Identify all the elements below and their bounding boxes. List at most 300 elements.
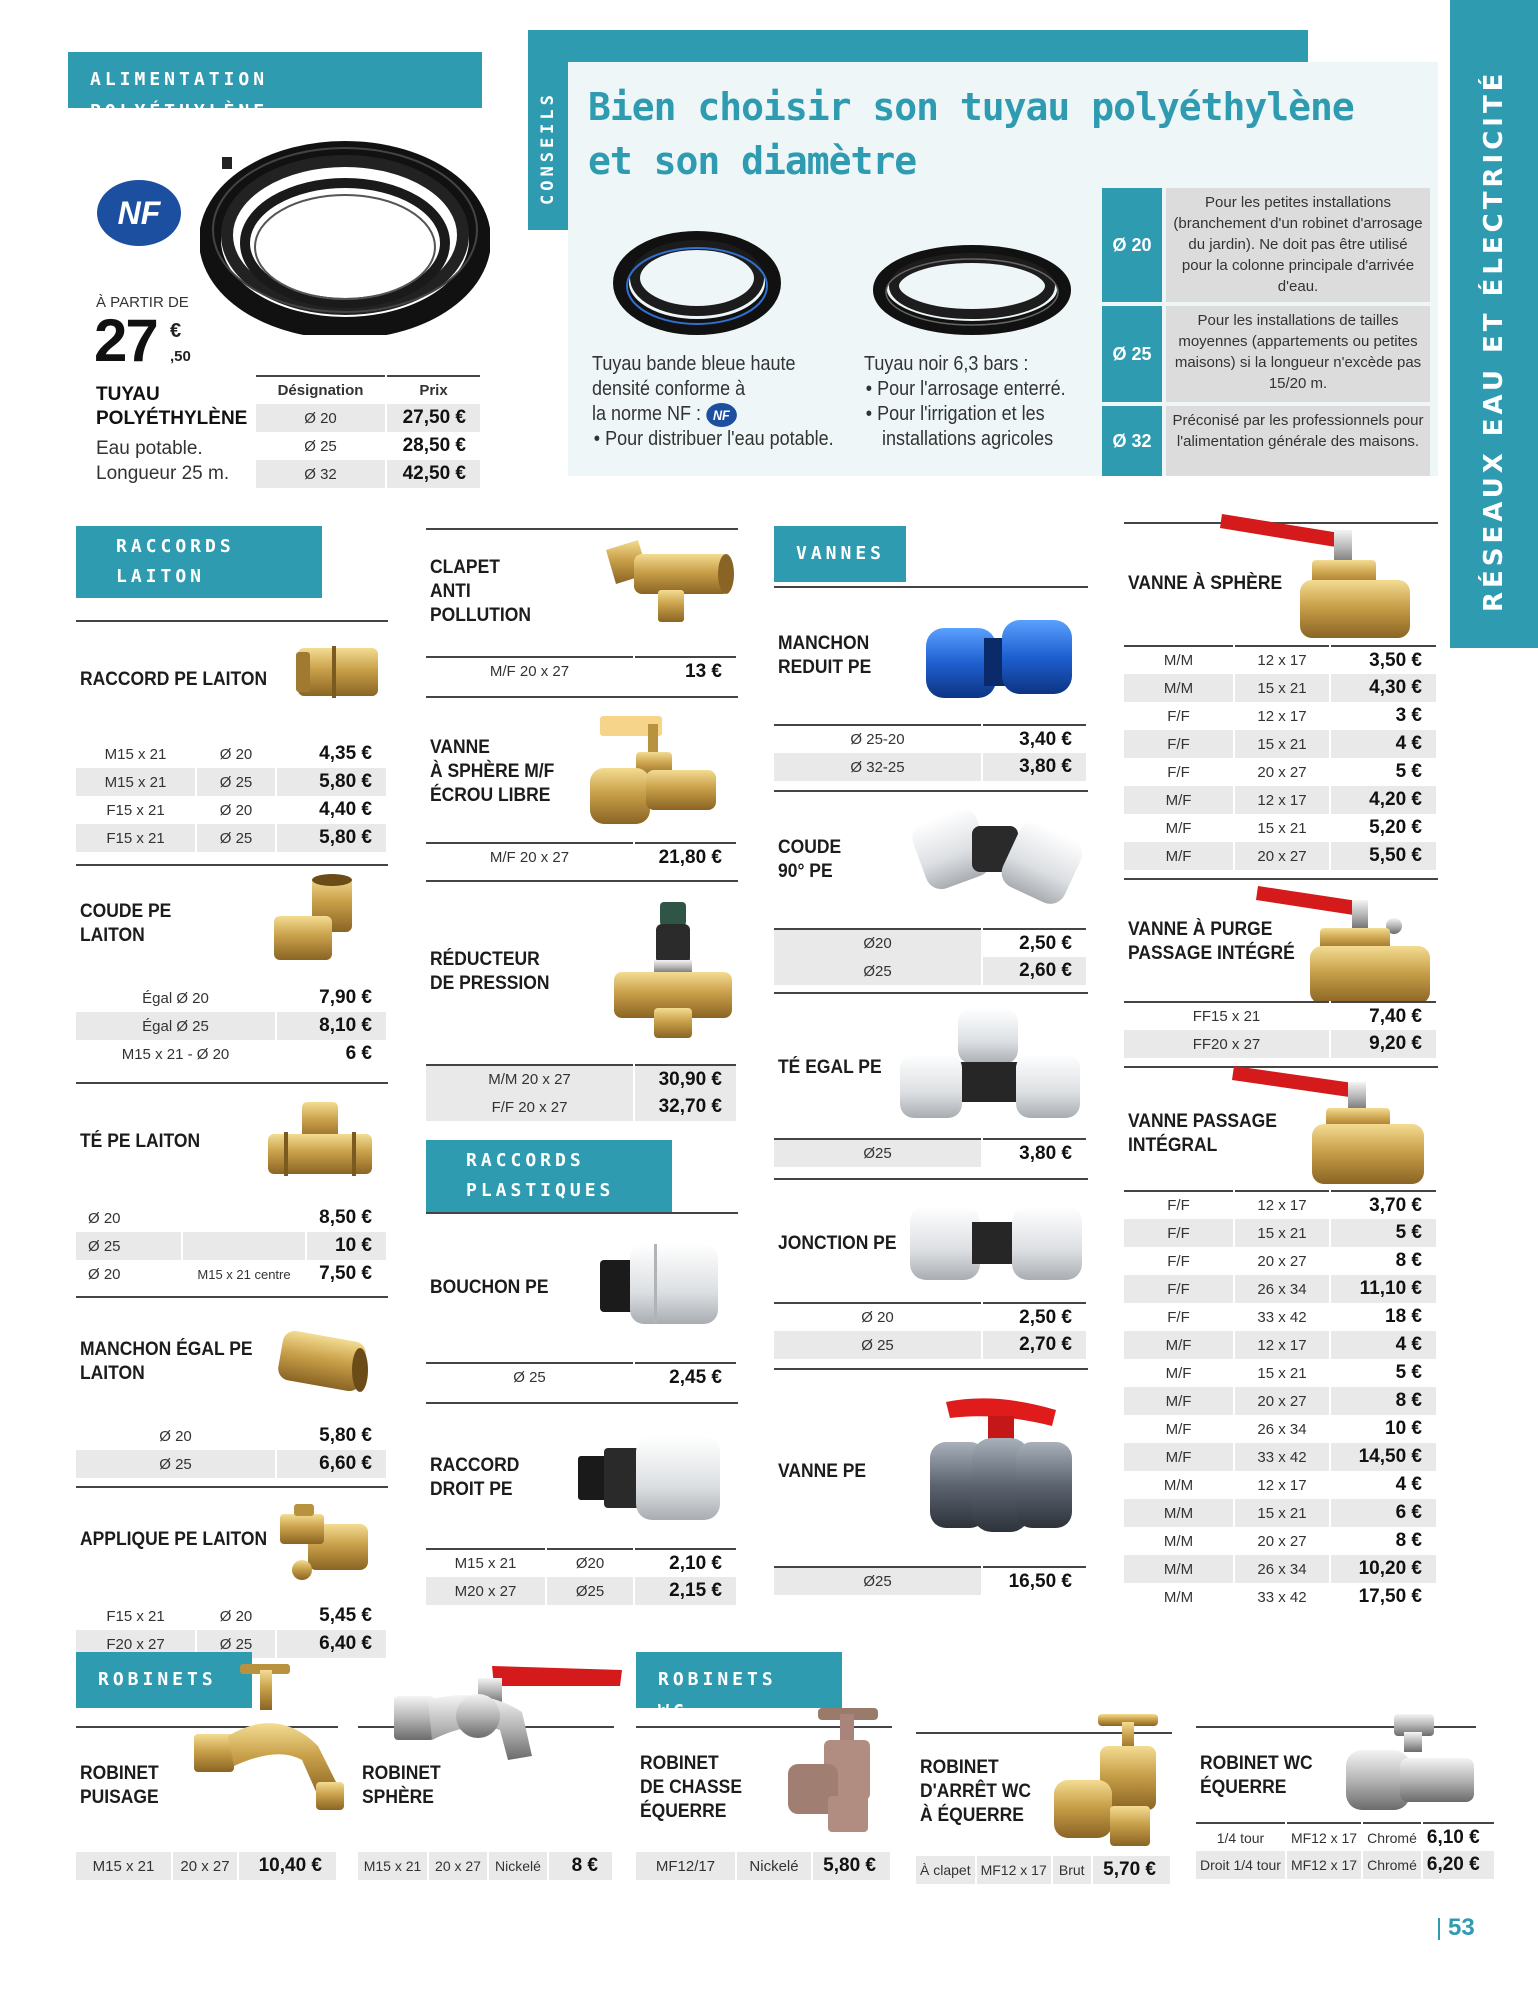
divider xyxy=(426,528,738,530)
price-cell: 6,20 € xyxy=(1422,1851,1495,1879)
diameter-text: Pour les petites installations (branchement d'un robinet d'arrosage du jardin). Ne doit pas être utilisé pour la colonne principale d'arrivée d'eau. xyxy=(1166,188,1430,302)
coude-pe-laiton-table xyxy=(76,984,388,1068)
price-cell: 8 € xyxy=(1330,1387,1437,1415)
divider xyxy=(76,864,388,866)
table-cell: Ø25 xyxy=(774,1567,982,1595)
manchon-reduit-table xyxy=(774,724,1088,781)
price-cell: 4 € xyxy=(1330,1331,1437,1359)
raccord-pe-laiton-title: RACCORD PE LAITON xyxy=(80,669,268,690)
blue-bullet: • Pour distribuer l'eau potable. xyxy=(593,428,834,450)
table-cell: M15 x 21 xyxy=(358,1852,428,1880)
table-cell: M/F xyxy=(1124,786,1234,814)
price-cell: 6,60 € xyxy=(276,1450,387,1478)
table-cell: 33 x 42 xyxy=(1234,1443,1330,1471)
table-cell: MF12/17 xyxy=(636,1852,736,1880)
table-cell: 20 x 27 xyxy=(1234,1247,1330,1275)
table-cell: 33 x 42 xyxy=(1234,1583,1330,1611)
table-cell: Ø 20 xyxy=(774,1303,982,1331)
jonction-pe-image xyxy=(906,1196,1086,1292)
table-cell: Ø 20 xyxy=(76,1204,182,1232)
divider xyxy=(774,1368,1088,1370)
poly-name xyxy=(96,383,247,431)
table-cell: F15 x 21 xyxy=(76,796,196,824)
diameter-label: Ø 25 xyxy=(1102,306,1162,402)
table-cell: 15 x 21 xyxy=(1234,1359,1330,1387)
vanne-purge-image xyxy=(1254,880,1434,1010)
blue-line3-text: la norme NF : xyxy=(592,403,702,425)
table-cell: M15 x 21 xyxy=(76,768,196,796)
table-cell: 20 x 27 xyxy=(428,1852,488,1880)
raccord-droit-pe-table xyxy=(426,1548,738,1605)
table-header: Désignation xyxy=(256,376,386,404)
robinet-chasse-table xyxy=(636,1852,892,1880)
table-cell: M/F xyxy=(1124,1331,1234,1359)
poly-from-label: À PARTIR DE xyxy=(96,294,189,311)
vanne-pe-table xyxy=(774,1566,1088,1595)
price-cell: 2,15 € xyxy=(634,1577,737,1605)
raccord-pe-laiton-image xyxy=(292,638,384,704)
black-line1: Tuyau noir 6,3 bars : xyxy=(864,353,1029,375)
price-cell: 8,50 € xyxy=(306,1204,387,1232)
table-cell: M/F xyxy=(1124,1443,1234,1471)
price-cell: 9,20 € xyxy=(1330,1030,1437,1058)
vannes-tab: VANNES xyxy=(774,526,906,582)
price-cell: 8 € xyxy=(1330,1527,1437,1555)
poly-description xyxy=(96,436,229,486)
table-cell: Ø 25 xyxy=(76,1232,182,1260)
applique-pe-laiton-title: APPLIQUE PE LAITON xyxy=(80,1529,268,1550)
black-pipe-image xyxy=(872,240,1072,340)
table-cell: M/F 20 x 27 xyxy=(426,843,634,871)
table-cell: 15 x 21 xyxy=(1234,1499,1330,1527)
coude-pe-laiton-image xyxy=(270,870,360,970)
table-cell: Ø 25 xyxy=(774,1331,982,1359)
table-cell: 26 x 34 xyxy=(1234,1415,1330,1443)
table-cell: 12 x 17 xyxy=(1234,1191,1330,1219)
table-cell: M/F xyxy=(1124,842,1234,870)
price-cell: 3,80 € xyxy=(982,1139,1087,1167)
table-cell: M/M xyxy=(1124,1499,1234,1527)
reducteur-table xyxy=(426,1064,738,1121)
table-cell: Égal Ø 25 xyxy=(76,1012,276,1040)
table-cell: 12 x 17 xyxy=(1234,702,1330,730)
robinet-puisage-table xyxy=(76,1852,338,1880)
price-cell: 16,50 € xyxy=(982,1567,1087,1595)
table-cell: 15 x 21 xyxy=(1234,814,1330,842)
price-cell: 3,70 € xyxy=(1330,1191,1437,1219)
table-cell: Ø25 xyxy=(546,1577,634,1605)
vanne-sphere-image xyxy=(1216,506,1416,646)
bouchon-pe-image xyxy=(594,1234,724,1334)
price-cell: 42,50 € xyxy=(386,460,481,488)
poly-price xyxy=(94,307,191,374)
manchon-reduit-title: MANCHON REDUIT PE xyxy=(778,633,872,678)
vanne-pe-title: VANNE PE xyxy=(778,1461,867,1482)
table-cell: Ø 25 xyxy=(426,1363,634,1391)
table-cell: 20 x 27 xyxy=(1234,758,1330,786)
table-cell: F15 x 21 xyxy=(76,1602,196,1630)
price-cell: 5,20 € xyxy=(1330,814,1437,842)
table-cell: Ø 20 xyxy=(76,1422,276,1450)
raccord-droit-pe-title: RACCORD DROIT PE xyxy=(430,1455,520,1500)
vanne-passage-table xyxy=(1124,1190,1438,1611)
conseils-title xyxy=(588,80,1354,188)
te-egal-title: TÉ EGAL PE xyxy=(778,1057,882,1078)
table-cell: 20 x 27 xyxy=(1234,1527,1330,1555)
divider xyxy=(426,1212,738,1214)
reducteur-pression-image xyxy=(610,898,736,1048)
robinet-sphere-table xyxy=(358,1852,614,1880)
table-cell: 1/4 tour xyxy=(1196,1823,1286,1851)
price-cell: 21,80 € xyxy=(634,843,737,871)
robinet-chasse-image xyxy=(782,1700,892,1840)
table-cell: FF15 x 21 xyxy=(1124,1002,1330,1030)
table-cell: 20 x 27 xyxy=(1234,1387,1330,1415)
raccord-pe-laiton-table xyxy=(76,740,388,852)
divider xyxy=(774,1178,1088,1180)
table-cell xyxy=(182,1204,306,1232)
price-cell: 5 € xyxy=(1330,1359,1437,1387)
manchon-pe-laiton-table xyxy=(76,1422,388,1478)
price-cell: 30,90 € xyxy=(634,1065,737,1093)
manchon-reduit-pe-image xyxy=(918,608,1078,708)
table-cell: Droit 1/4 tour xyxy=(1196,1851,1286,1879)
clapet-title: CLAPET ANTI POLLUTION xyxy=(430,557,531,626)
conseils-title-line1: Bien choisir son tuyau polyéthylène xyxy=(588,85,1354,129)
table-cell: M/F xyxy=(1124,814,1234,842)
price-cell: 10,40 € xyxy=(238,1852,337,1880)
table-cell: Ø 32 xyxy=(256,460,386,488)
price-cell: 7,90 € xyxy=(276,984,387,1012)
table-cell: M/M xyxy=(1124,1555,1234,1583)
robinet-arret-table xyxy=(916,1856,1172,1884)
robinet-chasse-title: ROBINET DE CHASSE ÉQUERRE xyxy=(640,1753,742,1822)
poly-price-int: 27 xyxy=(94,307,157,374)
table-cell: Chromé xyxy=(1362,1851,1422,1879)
table-cell: 15 x 21 xyxy=(1234,1219,1330,1247)
blue-line3 xyxy=(592,402,834,427)
diameter-guide xyxy=(1102,188,1430,476)
poly-section-tab: ALIMENTATION POLYÉTHYLÈNE xyxy=(68,52,482,108)
conseils-tab-label: CONSEILS xyxy=(538,91,558,205)
diameter-row xyxy=(1102,406,1430,476)
price-cell: 2,50 € xyxy=(982,1303,1087,1331)
table-cell: 15 x 21 xyxy=(1234,730,1330,758)
te-pe-laiton-image xyxy=(264,1098,376,1182)
price-cell: 6 € xyxy=(1330,1499,1437,1527)
page-number: 53 xyxy=(1448,1914,1475,1941)
vanne-passage-integral-image xyxy=(1230,1058,1430,1188)
table-cell: Ø 25 xyxy=(196,1630,276,1658)
te-pe-laiton-table xyxy=(76,1204,388,1288)
table-cell: Ø 20 xyxy=(196,740,276,768)
price-cell: 3,50 € xyxy=(1330,646,1437,674)
table-cell: M15 x 21 xyxy=(426,1549,546,1577)
price-cell: 5,80 € xyxy=(276,824,387,852)
price-cell: 18 € xyxy=(1330,1303,1437,1331)
divider xyxy=(76,1486,388,1488)
price-cell: 6 € xyxy=(276,1040,387,1068)
poly-desc-line1: Eau potable. xyxy=(96,438,203,459)
blue-line1: Tuyau bande bleue haute xyxy=(592,353,796,375)
price-cell: 5,45 € xyxy=(276,1602,387,1630)
price-cell: 5,80 € xyxy=(276,1422,387,1450)
diameter-row xyxy=(1102,188,1430,302)
divider xyxy=(426,1402,738,1404)
clapet-anti-pollution-image xyxy=(598,532,738,632)
vanne-sphere-table xyxy=(1124,645,1438,870)
table-cell: 12 x 17 xyxy=(1234,646,1330,674)
table-cell: Ø 20 xyxy=(196,1602,276,1630)
poly-price-decimals: ,50 xyxy=(170,348,191,365)
coude-90-title: COUDE 90° PE xyxy=(778,837,842,882)
table-cell: Ø25 xyxy=(774,957,982,985)
divider xyxy=(426,696,738,698)
te-egal-table xyxy=(774,1138,1088,1167)
price-cell: 5,70 € xyxy=(1092,1856,1171,1884)
bouchon-pe-title: BOUCHON PE xyxy=(430,1277,549,1298)
table-cell: F/F xyxy=(1124,1303,1234,1331)
robinet-equerre-image xyxy=(1340,1708,1480,1818)
black-bullet1: • Pour l'arrosage enterré. xyxy=(865,378,1066,400)
robinets-tab: ROBINETS xyxy=(76,1652,252,1708)
vanne-passage-title: VANNE PASSAGE INTÉGRAL xyxy=(1128,1111,1277,1156)
poly-name-line1: TUYAU xyxy=(96,384,160,405)
blue-pipe-description xyxy=(592,352,834,452)
vanne-pe-image xyxy=(916,1392,1086,1542)
table-cell: Brut xyxy=(1052,1856,1092,1884)
price-cell: 27,50 € xyxy=(386,404,481,432)
table-cell: M15 x 21 - Ø 20 xyxy=(76,1040,276,1068)
table-cell: M20 x 27 xyxy=(426,1577,546,1605)
table-cell: MF12 x 17 xyxy=(976,1856,1052,1884)
table-cell: FF20 x 27 xyxy=(1124,1030,1330,1058)
price-cell: 5 € xyxy=(1330,758,1437,786)
table-cell: M/F xyxy=(1124,1415,1234,1443)
section-sidebar-text: RÉSEAUX EAU ET ÉLECTRICITÉ xyxy=(1479,69,1509,612)
price-cell: 4,35 € xyxy=(276,740,387,768)
price-cell: 4 € xyxy=(1330,730,1437,758)
table-cell xyxy=(182,1232,306,1260)
table-cell: F20 x 27 xyxy=(76,1630,196,1658)
price-cell: 2,70 € xyxy=(982,1331,1087,1359)
robinet-puisage-image xyxy=(188,1656,358,1816)
table-cell: Ø 20 xyxy=(256,404,386,432)
table-cell: F/F 20 x 27 xyxy=(426,1093,634,1121)
price-cell: 7,40 € xyxy=(1330,1002,1437,1030)
table-cell: Ø 32-25 xyxy=(774,753,982,781)
raccord-droit-pe-image xyxy=(574,1430,724,1526)
price-cell: 13 € xyxy=(634,657,737,685)
poly-name-line2: POLYÉTHYLÈNE xyxy=(96,408,248,429)
table-cell: F/F xyxy=(1124,1219,1234,1247)
nf-logo xyxy=(97,180,181,246)
price-cell: 10,20 € xyxy=(1330,1555,1437,1583)
manchon-pe-laiton-title: MANCHON ÉGAL PE LAITON xyxy=(80,1339,253,1384)
robinet-equerre-title: ROBINET WC ÉQUERRE xyxy=(1200,1753,1313,1798)
price-cell: 2,45 € xyxy=(634,1363,737,1391)
price-cell: 4,20 € xyxy=(1330,786,1437,814)
raccords-laiton-tab-line2: LAITON xyxy=(116,566,206,587)
table-cell: M15 x 21 centre xyxy=(182,1260,306,1288)
price-cell: 6,10 € xyxy=(1422,1823,1495,1851)
black-bullet2a: • Pour l'irrigation et les xyxy=(865,403,1045,425)
table-cell: M/M xyxy=(1124,646,1234,674)
conseils-top-bar xyxy=(528,30,1308,62)
table-cell: Nickelé xyxy=(488,1852,548,1880)
applique-pe-laiton-table xyxy=(76,1602,388,1658)
te-egal-pe-image xyxy=(896,1004,1086,1134)
table-cell: 15 x 21 xyxy=(1234,674,1330,702)
table-cell: M/F xyxy=(1124,1359,1234,1387)
table-cell: F/F xyxy=(1124,1247,1234,1275)
robinet-sphere-image xyxy=(382,1656,632,1786)
table-cell: Ø20 xyxy=(546,1549,634,1577)
robinet-arret-title: ROBINET D'ARRÊT WC À ÉQUERRE xyxy=(920,1757,1031,1826)
vanne-purge-title: VANNE À PURGE PASSAGE INTÉGRÉ xyxy=(1128,919,1295,964)
price-cell: 5,80 € xyxy=(276,768,387,796)
table-cell: Ø 20 xyxy=(76,1260,182,1288)
jonction-table xyxy=(774,1302,1088,1359)
diameter-label: Ø 32 xyxy=(1102,406,1162,476)
bouchon-pe-table xyxy=(426,1362,738,1391)
table-cell: 12 x 17 xyxy=(1234,1331,1330,1359)
price-cell: 17,50 € xyxy=(1330,1583,1437,1611)
price-cell: 8 € xyxy=(548,1852,613,1880)
table-cell: Ø 25 xyxy=(256,432,386,460)
table-cell: M/M xyxy=(1124,674,1234,702)
clapet-table xyxy=(426,656,738,685)
table-cell: F/F xyxy=(1124,730,1234,758)
table-cell: M15 x 21 xyxy=(76,740,196,768)
table-cell: Ø 25 xyxy=(76,1450,276,1478)
table-cell: 33 x 42 xyxy=(1234,1303,1330,1331)
price-cell: 8,10 € xyxy=(276,1012,387,1040)
table-cell: 26 x 34 xyxy=(1234,1555,1330,1583)
table-cell: À clapet xyxy=(916,1856,976,1884)
table-cell: Ø20 xyxy=(774,929,982,957)
divider xyxy=(774,992,1088,994)
table-cell: 26 x 34 xyxy=(1234,1275,1330,1303)
conseils-title-line2: et son diamètre xyxy=(588,139,917,183)
price-cell: 3,80 € xyxy=(982,753,1087,781)
robinet-equerre-table xyxy=(1196,1822,1496,1879)
price-cell: 14,50 € xyxy=(1330,1443,1437,1471)
black-pipe-description xyxy=(864,352,1066,452)
price-cell: 7,50 € xyxy=(306,1260,387,1288)
poly-price-table xyxy=(256,375,482,488)
diameter-text: Préconisé par les professionnels pour l'alimentation générale des maisons. xyxy=(1166,406,1430,476)
table-cell: M/M xyxy=(1124,1527,1234,1555)
table-header: Prix xyxy=(386,376,481,404)
price-cell: 32,70 € xyxy=(634,1093,737,1121)
vanne-sphere-mf-image xyxy=(586,712,726,832)
table-cell: Ø 25 xyxy=(196,768,276,796)
table-cell: F/F xyxy=(1124,1191,1234,1219)
table-cell: M/F xyxy=(1124,1387,1234,1415)
table-cell: M15 x 21 xyxy=(76,1852,172,1880)
table-cell: MF12 x 17 xyxy=(1286,1851,1362,1879)
price-cell: 4,40 € xyxy=(276,796,387,824)
table-cell: M/M xyxy=(1124,1471,1234,1499)
robinet-sphere-title: ROBINET SPHÈRE xyxy=(362,1763,441,1808)
price-cell: 2,60 € xyxy=(982,957,1087,985)
divider xyxy=(76,620,388,622)
vanne-purge-table xyxy=(1124,1001,1438,1058)
coude-90-table xyxy=(774,928,1088,985)
divider xyxy=(774,790,1088,792)
table-cell: Ø 20 xyxy=(196,796,276,824)
price-cell: 28,50 € xyxy=(386,432,481,460)
diameter-text: Pour les installations de tailles moyennes (appartements ou petites maisons) si la longueur n'excède pas 15/20 m. xyxy=(1166,306,1430,402)
price-cell: 10 € xyxy=(1330,1415,1437,1443)
reducteur-title: RÉDUCTEUR DE PRESSION xyxy=(430,949,550,994)
robinet-puisage-title: ROBINET PUISAGE xyxy=(80,1763,159,1808)
vanne-mf-table xyxy=(426,842,738,871)
price-cell: 5 € xyxy=(1330,1219,1437,1247)
price-cell: 2,10 € xyxy=(634,1549,737,1577)
raccords-laiton-tab-line1: RACCORDS xyxy=(116,536,235,557)
price-cell: 3 € xyxy=(1330,702,1437,730)
table-cell: 20 x 27 xyxy=(1234,842,1330,870)
table-cell: M/M xyxy=(1124,1583,1234,1611)
divider xyxy=(426,880,738,882)
applique-pe-laiton-image xyxy=(274,1494,374,1584)
table-cell: M/F 20 x 27 xyxy=(426,657,634,685)
table-cell: Chromé xyxy=(1362,1823,1422,1851)
vanne-mf-title: VANNE À SPHÈRE M/F ÉCROU LIBRE xyxy=(430,737,555,806)
table-cell: F/F xyxy=(1124,1275,1234,1303)
manchon-pe-laiton-image xyxy=(272,1322,372,1400)
table-cell: 12 x 17 xyxy=(1234,786,1330,814)
vanne-sphere-title: VANNE À SPHÈRE xyxy=(1128,573,1283,594)
raccords-plastiques-tab-line1: RACCORDS xyxy=(466,1150,585,1171)
table-cell: 12 x 17 xyxy=(1234,1471,1330,1499)
poly-desc-line2: Longueur 25 m. xyxy=(96,463,230,484)
te-pe-laiton-title: TÉ PE LAITON xyxy=(80,1131,201,1152)
jonction-title: JONCTION PE xyxy=(778,1233,897,1254)
raccords-laiton-tab xyxy=(76,526,322,598)
poly-price-currency: € xyxy=(170,320,182,342)
raccords-plastiques-tab-line2: PLASTIQUES xyxy=(466,1180,615,1201)
nf-small-logo: NF xyxy=(706,403,737,427)
price-cell: 5,80 € xyxy=(812,1852,891,1880)
black-bullet2b: installations agricoles xyxy=(882,428,1054,450)
table-cell: Égal Ø 20 xyxy=(76,984,276,1012)
price-cell: 10 € xyxy=(306,1232,387,1260)
pe-pipe-coil-image xyxy=(200,135,490,335)
table-cell: 20 x 27 xyxy=(172,1852,238,1880)
price-cell: 3,40 € xyxy=(982,725,1087,753)
table-cell: Ø25 xyxy=(774,1139,982,1167)
divider xyxy=(76,1296,388,1298)
price-cell: 4 € xyxy=(1330,1471,1437,1499)
page-number-divider xyxy=(1438,1918,1440,1940)
table-cell: M/M 20 x 27 xyxy=(426,1065,634,1093)
robinets-wc-tab: ROBINETS WC xyxy=(636,1652,842,1708)
coude-pe-laiton-title: COUDE PE LAITON xyxy=(80,901,172,946)
table-cell: F/F xyxy=(1124,702,1234,730)
table-cell: F/F xyxy=(1124,758,1234,786)
diameter-row xyxy=(1102,306,1430,402)
price-cell: 5,50 € xyxy=(1330,842,1437,870)
coude-90-pe-image xyxy=(912,800,1082,910)
blue-stripe-pipe-image xyxy=(612,228,782,338)
blue-line2: densité conforme à xyxy=(592,378,746,400)
price-cell: 2,50 € xyxy=(982,929,1087,957)
divider xyxy=(76,1082,388,1084)
robinet-arret-image xyxy=(1048,1706,1168,1856)
